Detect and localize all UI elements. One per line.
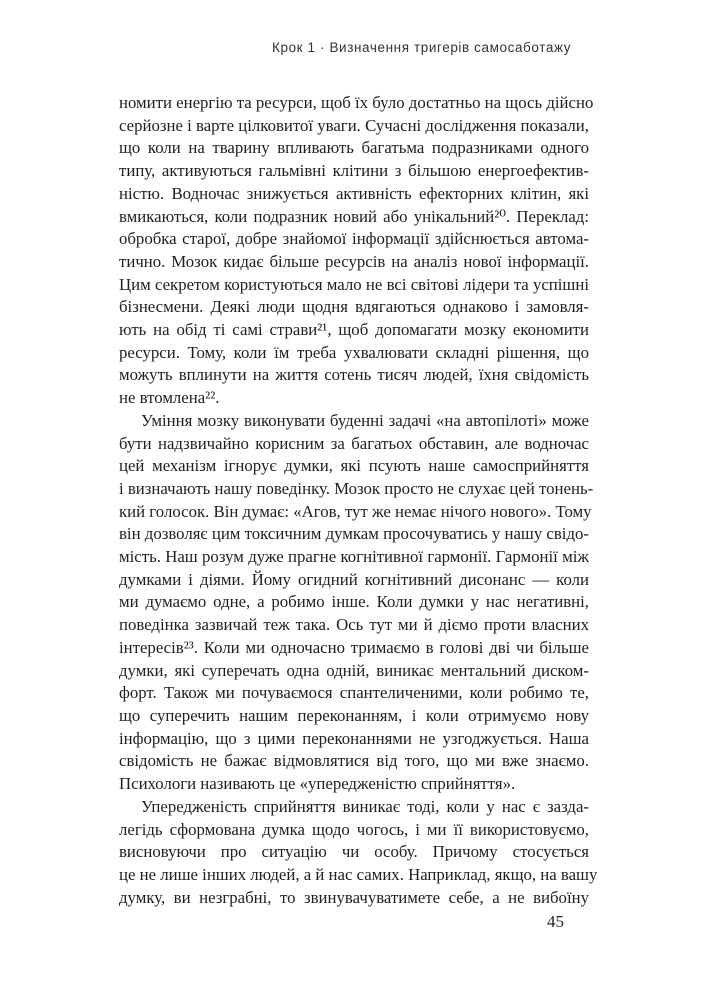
text-line: номити енергію та ресурси, щоб їх було достатньо на щось дійсно <box>119 93 594 112</box>
text-line: мість. Наш розум дуже прагне когнітивної гармонії. Гармонії між <box>119 547 589 567</box>
running-head: Крок 1 · Визначення тригерів самосаботажу <box>272 40 572 55</box>
text-line: ють на обід ті самі страви²¹, щоб допомагати мозку економити <box>119 320 589 340</box>
text-line: поведінка зазвичай теж така. Ось тут ми й діємо проти власних <box>119 615 589 635</box>
page-number: 45 <box>547 912 564 931</box>
text-line: ністю. Водночас знижується активність ефекторних клітин, які <box>119 183 589 203</box>
text-line: типу, активуються гальмівні клітини з більшою енергоефектив- <box>119 161 589 181</box>
text-line: ми думаємо одне, а робимо інше. Коли думки у нас негативні, <box>119 592 589 612</box>
text-line: Упередженість сприйняття виникає тоді, коли у нас є зазда- <box>141 796 589 816</box>
text-line: це не лише інших людей, а й нас самих. Наприклад, якщо, на вашу <box>119 864 598 884</box>
paragraph <box>119 796 598 910</box>
text-line: можуть вплинути на життя сотень тисяч людей, їхня свідомість <box>119 365 589 385</box>
text-line: він дозволяє цим токсичним думкам просочуватись у нашу свідо- <box>119 524 589 544</box>
text-line: обробка старої, добре знайомої інформації здійснюється автома- <box>119 229 589 249</box>
text-line: не втомлена²². <box>119 388 220 408</box>
text-line: вмикаються, коли подразник новий або унікальний²⁰. Переклад: <box>119 206 589 226</box>
text-line: бути надзвичайно корисним за багатьох обставин, але водночас <box>119 433 589 453</box>
text-line: і визначають нашу поведінку. Мозок просто не слухає цей тонень- <box>119 478 594 498</box>
text-line: кий голосок. Він думає: «Агов, тут же немає нічого нового». Тому <box>119 501 592 521</box>
text-line: думки, які суперечать одна одній, виникає ментальний диском- <box>119 660 589 680</box>
text-line: Психологи називають це «упередженістю сприйняття». <box>119 774 516 794</box>
text-line: думками і діями. Йому огидний когнітивний дисонанс — коли <box>119 569 589 589</box>
text-line: інтересів²³. Коли ми одночасно тримаємо в голові дві чи більше <box>119 637 589 657</box>
text-line: серйозне і варте цілковитої уваги. Сучасні дослідження показали, <box>119 115 589 135</box>
text-line: легідь сформована думка щодо чогось, і ми її використовуємо, <box>119 819 589 839</box>
paragraph <box>119 410 594 796</box>
text-line: бізнесмени. Деякі люди щодня вдягаються однаково і замовля- <box>119 297 589 317</box>
text-line: Уміння мозку виконувати буденні задачі «на автопілоті» може <box>141 410 589 430</box>
paragraph <box>119 92 594 410</box>
text-line: форт. Також ми почуваємося спантеличеними, коли робимо те, <box>119 683 589 703</box>
text-line: думку, ви незграбні, то звинувачуватимете себе, а не вибоїну <box>119 887 589 907</box>
text-line: що коли на тварину впливають багатьма подразниками одного <box>119 138 589 158</box>
text-line: Цим секретом користуються мало не всі світові лідери та успішні <box>119 274 589 294</box>
page-body <box>119 92 598 909</box>
text-line: інформацію, що з цими переконаннями не узгоджується. Наша <box>119 728 589 748</box>
text-line: висновуючи про ситуацію чи особу. Причому стосується <box>119 842 589 862</box>
text-line: тично. Мозок кидає більше ресурсів на аналіз нової інформації. <box>119 251 589 271</box>
text-line: цей механізм ігнорує думки, які псують наше самосприйняття <box>119 456 589 476</box>
text-line: що суперечить нашим переконанням, і коли отримуємо нову <box>119 705 589 725</box>
text-line: ресурси. Тому, коли їм треба ухвалювати складні рішення, що <box>119 342 589 362</box>
text-line: свідомість не бажає відмовлятися від того, що ми вже знаємо. <box>119 751 589 771</box>
